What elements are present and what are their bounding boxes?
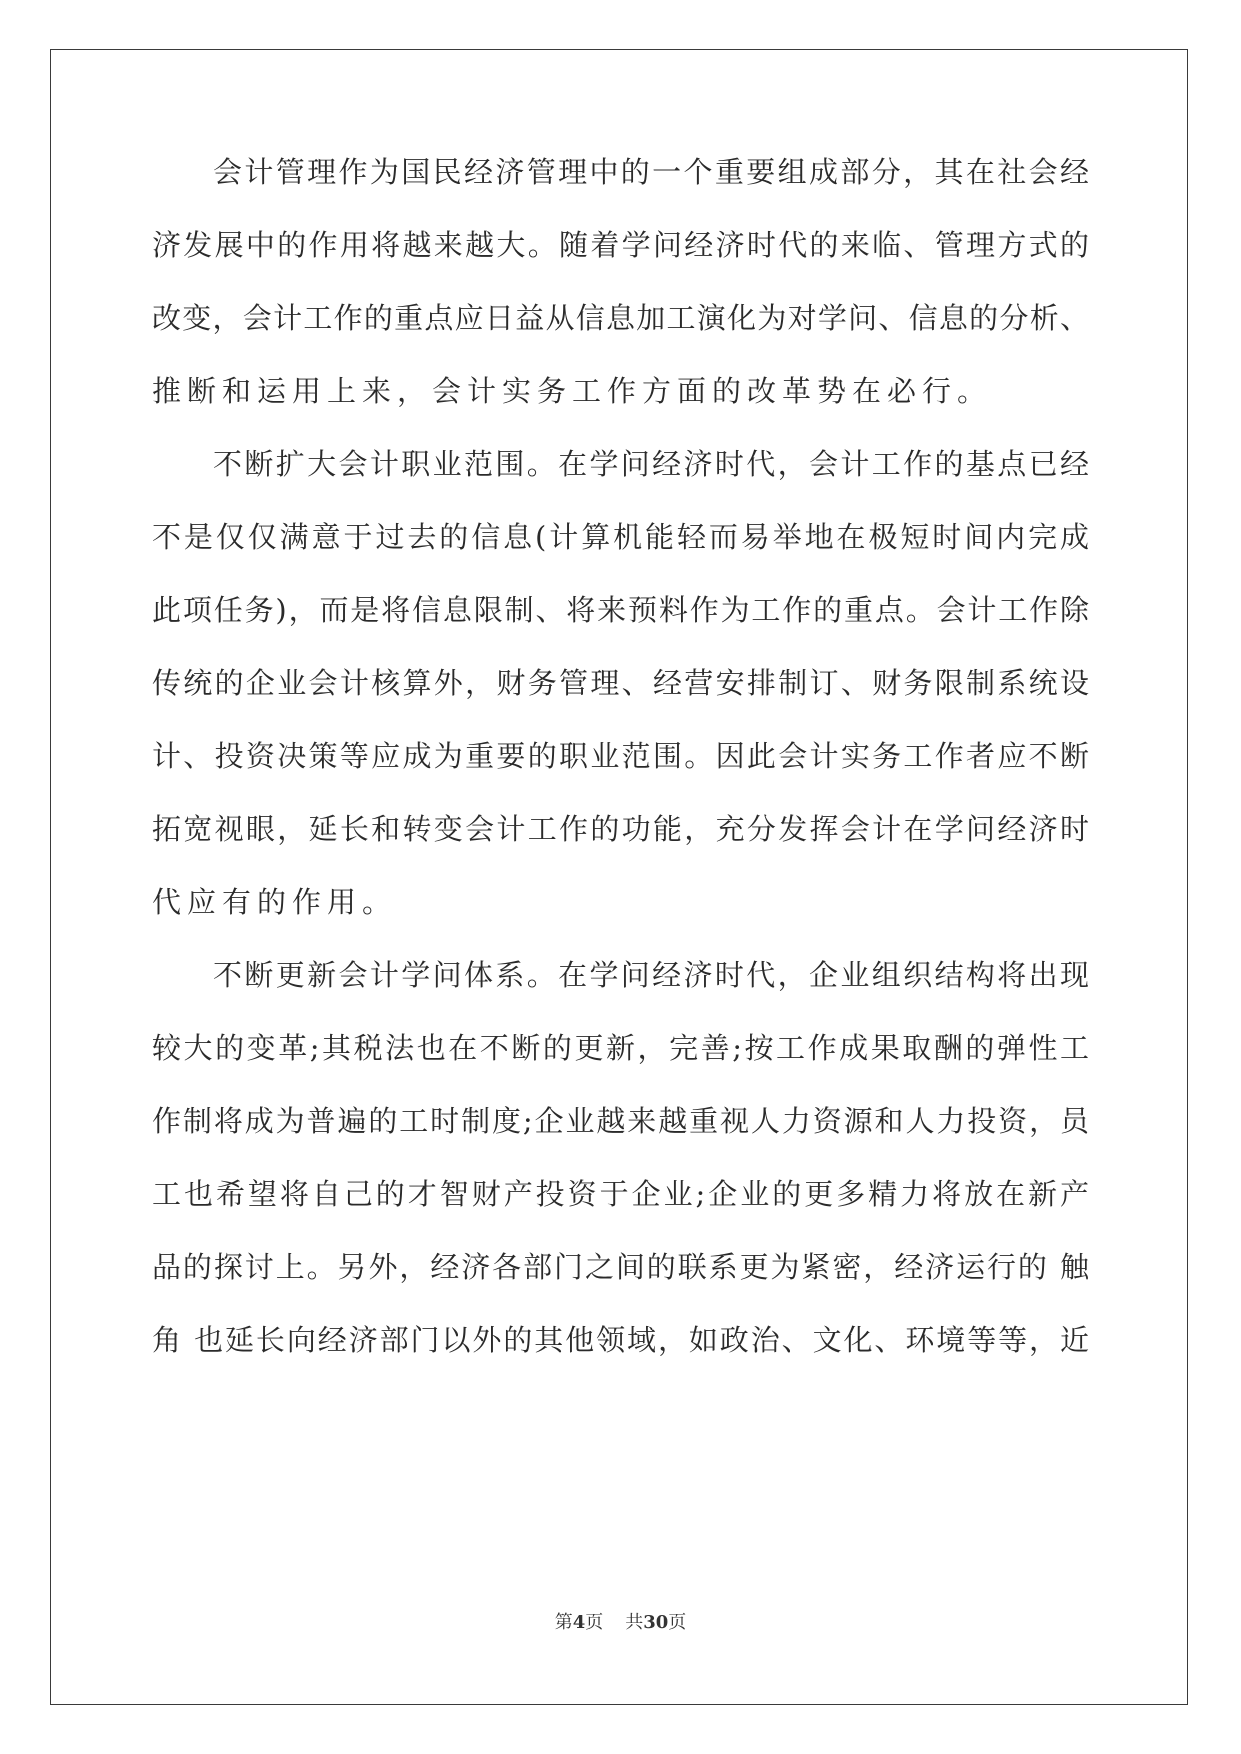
total-pages: 30 <box>643 1612 669 1633</box>
paragraph-3-line-2: 较大的变革;其税法也在不断的更新，完善;按工作成果取酬的弹性工 <box>152 1031 1089 1065</box>
total-suffix: 页 <box>668 1612 687 1633</box>
page-footer <box>0 1608 1241 1638</box>
paragraph-2-line-2: 不是仅仅满意于过去的信息(计算机能轻而易举地在极短时间内完成 <box>152 520 1089 554</box>
paragraph-2-line-7: 代应有的作用。 <box>152 885 398 919</box>
page-number: 4 <box>572 1612 586 1633</box>
paragraph-2-line-4: 传统的企业会计核算外，财务管理、经营安排制订、财务限制系统设 <box>152 666 1089 700</box>
paragraph-2-line-6: 拓宽视眼，延长和转变会计工作的功能，充分发挥会计在学问经济时 <box>152 812 1089 846</box>
total-prefix: 共 <box>625 1612 644 1633</box>
paragraph-2-line-5: 计、投资决策等应成为重要的职业范围。因此会计实务工作者应不断 <box>152 739 1089 773</box>
page-prefix: 第 <box>554 1612 573 1633</box>
paragraph-1-line-4: 推断和运用上来，会计实务工作方面的改革势在必行。 <box>152 374 993 408</box>
paragraph-3-line-6: 角 也延长向经济部门以外的其他领域，如政治、文化、环境等等，近 <box>152 1323 1089 1357</box>
paragraph-2-line-1: 不断扩大会计职业范围。在学问经济时代，会计工作的基点已经 <box>213 447 1089 481</box>
paragraph-1-line-2: 济发展中的作用将越来越大。随着学问经济时代的来临、管理方式的 <box>152 228 1089 262</box>
page-suffix: 页 <box>585 1612 604 1633</box>
paragraph-3-line-3: 作制将成为普遍的工时制度;企业越来越重视人力资源和人力投资，员 <box>152 1104 1089 1138</box>
paragraph-2-line-3: 此项任务)，而是将信息限制、将来预料作为工作的重点。会计工作除 <box>152 593 1089 627</box>
paragraph-1-line-1: 会计管理作为国民经济管理中的一个重要组成部分，其在社会经 <box>213 155 1089 189</box>
paragraph-1-line-3: 改变，会计工作的重点应日益从信息加工演化为对学问、信息的分析、 <box>152 301 1089 335</box>
paragraph-3-line-1: 不断更新会计学问体系。在学问经济时代，企业组织结构将出现 <box>213 958 1089 992</box>
paragraph-3-line-5: 品的探讨上。另外，经济各部门之间的联系更为紧密，经济运行的 触 <box>152 1250 1089 1284</box>
paragraph-3-line-4: 工也希望将自己的才智财产投资于企业;企业的更多精力将放在新产 <box>152 1177 1089 1211</box>
